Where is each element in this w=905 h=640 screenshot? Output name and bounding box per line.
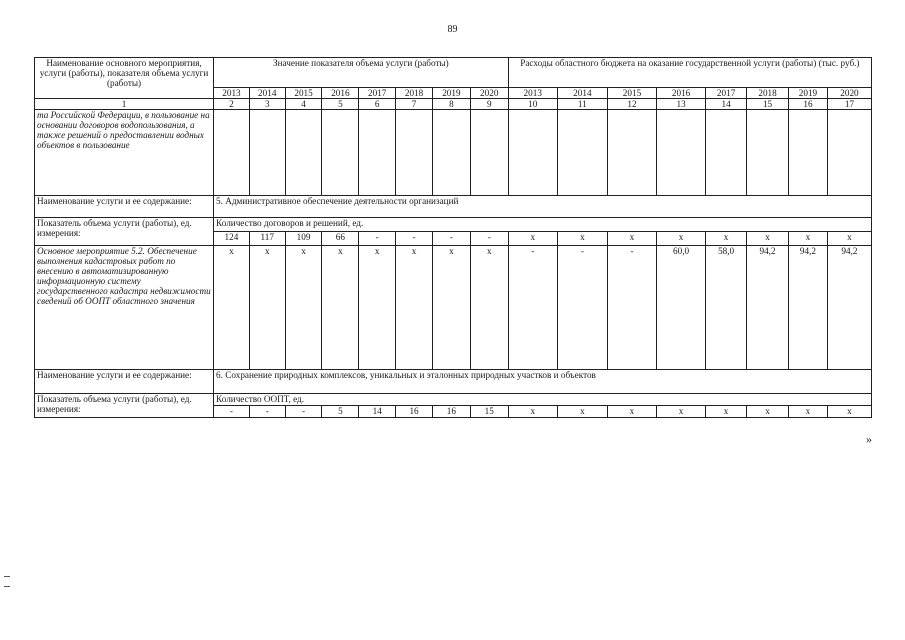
col-number: 4 xyxy=(285,99,322,110)
value-cell: х xyxy=(557,232,607,246)
value-cell: 66 xyxy=(322,232,359,246)
value-cell: - xyxy=(396,232,433,246)
service5-row xyxy=(35,196,872,218)
value-cell: х xyxy=(249,246,285,370)
col-number: 8 xyxy=(432,99,470,110)
year-cell: 2017 xyxy=(706,88,747,99)
closing-quote-mark: » xyxy=(866,432,872,446)
value-cell: 16 xyxy=(432,406,470,418)
header-volume-group: Значение показателя объема услуги (работы) xyxy=(214,58,509,88)
year-cell: 2013 xyxy=(214,88,250,99)
col-number: 10 xyxy=(508,99,557,110)
value-cell: - xyxy=(285,406,322,418)
col-number: 5 xyxy=(322,99,359,110)
value-cell: 117 xyxy=(249,232,285,246)
col-number: 12 xyxy=(607,99,656,110)
value-cell: 58,0 xyxy=(706,246,747,370)
value-cell: - xyxy=(249,406,285,418)
value-cell: х xyxy=(607,232,656,246)
value-cell: х xyxy=(706,406,747,418)
continuation-text: та Российской Федерации, в пользование на основании договоров водопользования, а также решений о предоставлении водных объектов в пользование xyxy=(35,110,214,196)
value-cell: - xyxy=(607,246,656,370)
value-cell: х xyxy=(789,406,828,418)
value-cell: х xyxy=(508,232,557,246)
year-cell: 2018 xyxy=(747,88,789,99)
indicator5-unit-row xyxy=(35,218,872,232)
year-cell: 2013 xyxy=(508,88,557,99)
value-cell: - xyxy=(508,246,557,370)
value-cell: х xyxy=(607,406,656,418)
indicator6-unit: Количество ООПТ, ед. xyxy=(214,394,872,406)
budget-table xyxy=(34,57,872,418)
value-cell: х xyxy=(657,232,706,246)
year-cell: 2014 xyxy=(249,88,285,99)
page-number: 89 xyxy=(447,24,458,35)
value-cell: х xyxy=(706,232,747,246)
value-cell: 94,2 xyxy=(827,246,871,370)
value-cell: 60,0 xyxy=(657,246,706,370)
year-cell: 2020 xyxy=(827,88,871,99)
header-expense-group: Расходы областного бюджета на оказание государственной услуги (работы) (тыс. руб.) xyxy=(508,58,871,88)
year-cell: 2016 xyxy=(322,88,359,99)
value-cell: х xyxy=(322,246,359,370)
year-cell: 2019 xyxy=(432,88,470,99)
value-cell: 5 xyxy=(322,406,359,418)
header-row-groups xyxy=(35,58,872,88)
value-cell: 15 xyxy=(470,406,508,418)
value-cell: х xyxy=(747,406,789,418)
col-number: 17 xyxy=(827,99,871,110)
measure52-text: Основное мероприятие 5.2. Обеспечение выполнения кадастровых работ по внесению в автоматизированную информационную систему государственного кадастра недвижимости сведений об ООПТ областного значения xyxy=(35,246,214,370)
scan-edge-mark xyxy=(4,576,10,577)
value-cell: х xyxy=(359,246,396,370)
value-cell: х xyxy=(827,406,871,418)
value-cell: - xyxy=(432,232,470,246)
value-cell: - xyxy=(470,232,508,246)
col-number: 9 xyxy=(470,99,508,110)
col-number: 2 xyxy=(214,99,250,110)
service5-value: 5. Административное обеспечение деятельности организаций xyxy=(214,196,872,218)
header-name-column: Наименование основного мероприятия, услуги (работы), показателя объема услуги (работы) xyxy=(35,58,214,99)
col-number: 3 xyxy=(249,99,285,110)
value-cell: х xyxy=(827,232,871,246)
value-cell: х xyxy=(557,406,607,418)
value-cell: 124 xyxy=(214,232,250,246)
year-cell: 2016 xyxy=(657,88,706,99)
value-cell: 94,2 xyxy=(789,246,828,370)
continuation-row xyxy=(35,110,872,196)
indicator5-label: Показатель объема услуги (работы), ед. измерения: xyxy=(35,218,214,246)
value-cell: х xyxy=(789,232,828,246)
scan-edge-mark xyxy=(4,586,10,587)
col-number: 6 xyxy=(359,99,396,110)
col-number: 11 xyxy=(557,99,607,110)
year-cell: 2019 xyxy=(789,88,828,99)
year-cell: 2015 xyxy=(285,88,322,99)
col-number: 16 xyxy=(789,99,828,110)
col-number: 1 xyxy=(35,99,214,110)
service6-row xyxy=(35,370,872,394)
year-cell: 2020 xyxy=(470,88,508,99)
value-cell: - xyxy=(359,232,396,246)
value-cell: х xyxy=(747,232,789,246)
col-number: 14 xyxy=(706,99,747,110)
col-number: 13 xyxy=(657,99,706,110)
year-cell: 2014 xyxy=(557,88,607,99)
value-cell: х xyxy=(432,246,470,370)
indicator6-label: Показатель объема услуги (работы), ед. измерения: xyxy=(35,394,214,418)
col-number: 7 xyxy=(396,99,433,110)
value-cell: х xyxy=(470,246,508,370)
year-cell: 2018 xyxy=(396,88,433,99)
value-cell: 14 xyxy=(359,406,396,418)
value-cell: х xyxy=(285,246,322,370)
value-cell: - xyxy=(214,406,250,418)
year-cell: 2017 xyxy=(359,88,396,99)
value-cell: - xyxy=(557,246,607,370)
value-cell: х xyxy=(214,246,250,370)
value-cell: 94,2 xyxy=(747,246,789,370)
col-number: 15 xyxy=(747,99,789,110)
header-row-numbers xyxy=(35,99,872,110)
service5-label: Наименование услуги и ее содержание: xyxy=(35,196,214,218)
value-cell: х xyxy=(396,246,433,370)
indicator6-unit-row xyxy=(35,394,872,406)
year-cell: 2015 xyxy=(607,88,656,99)
service6-label: Наименование услуги и ее содержание: xyxy=(35,370,214,394)
measure52-row xyxy=(35,246,872,370)
value-cell: 16 xyxy=(396,406,433,418)
value-cell: х xyxy=(508,406,557,418)
value-cell: 109 xyxy=(285,232,322,246)
value-cell: х xyxy=(657,406,706,418)
service6-value: 6. Сохранение природных комплексов, уникальных и эталонных природных участков и объектов xyxy=(214,370,872,394)
indicator5-unit: Количество договоров и решений, ед. xyxy=(214,218,872,232)
